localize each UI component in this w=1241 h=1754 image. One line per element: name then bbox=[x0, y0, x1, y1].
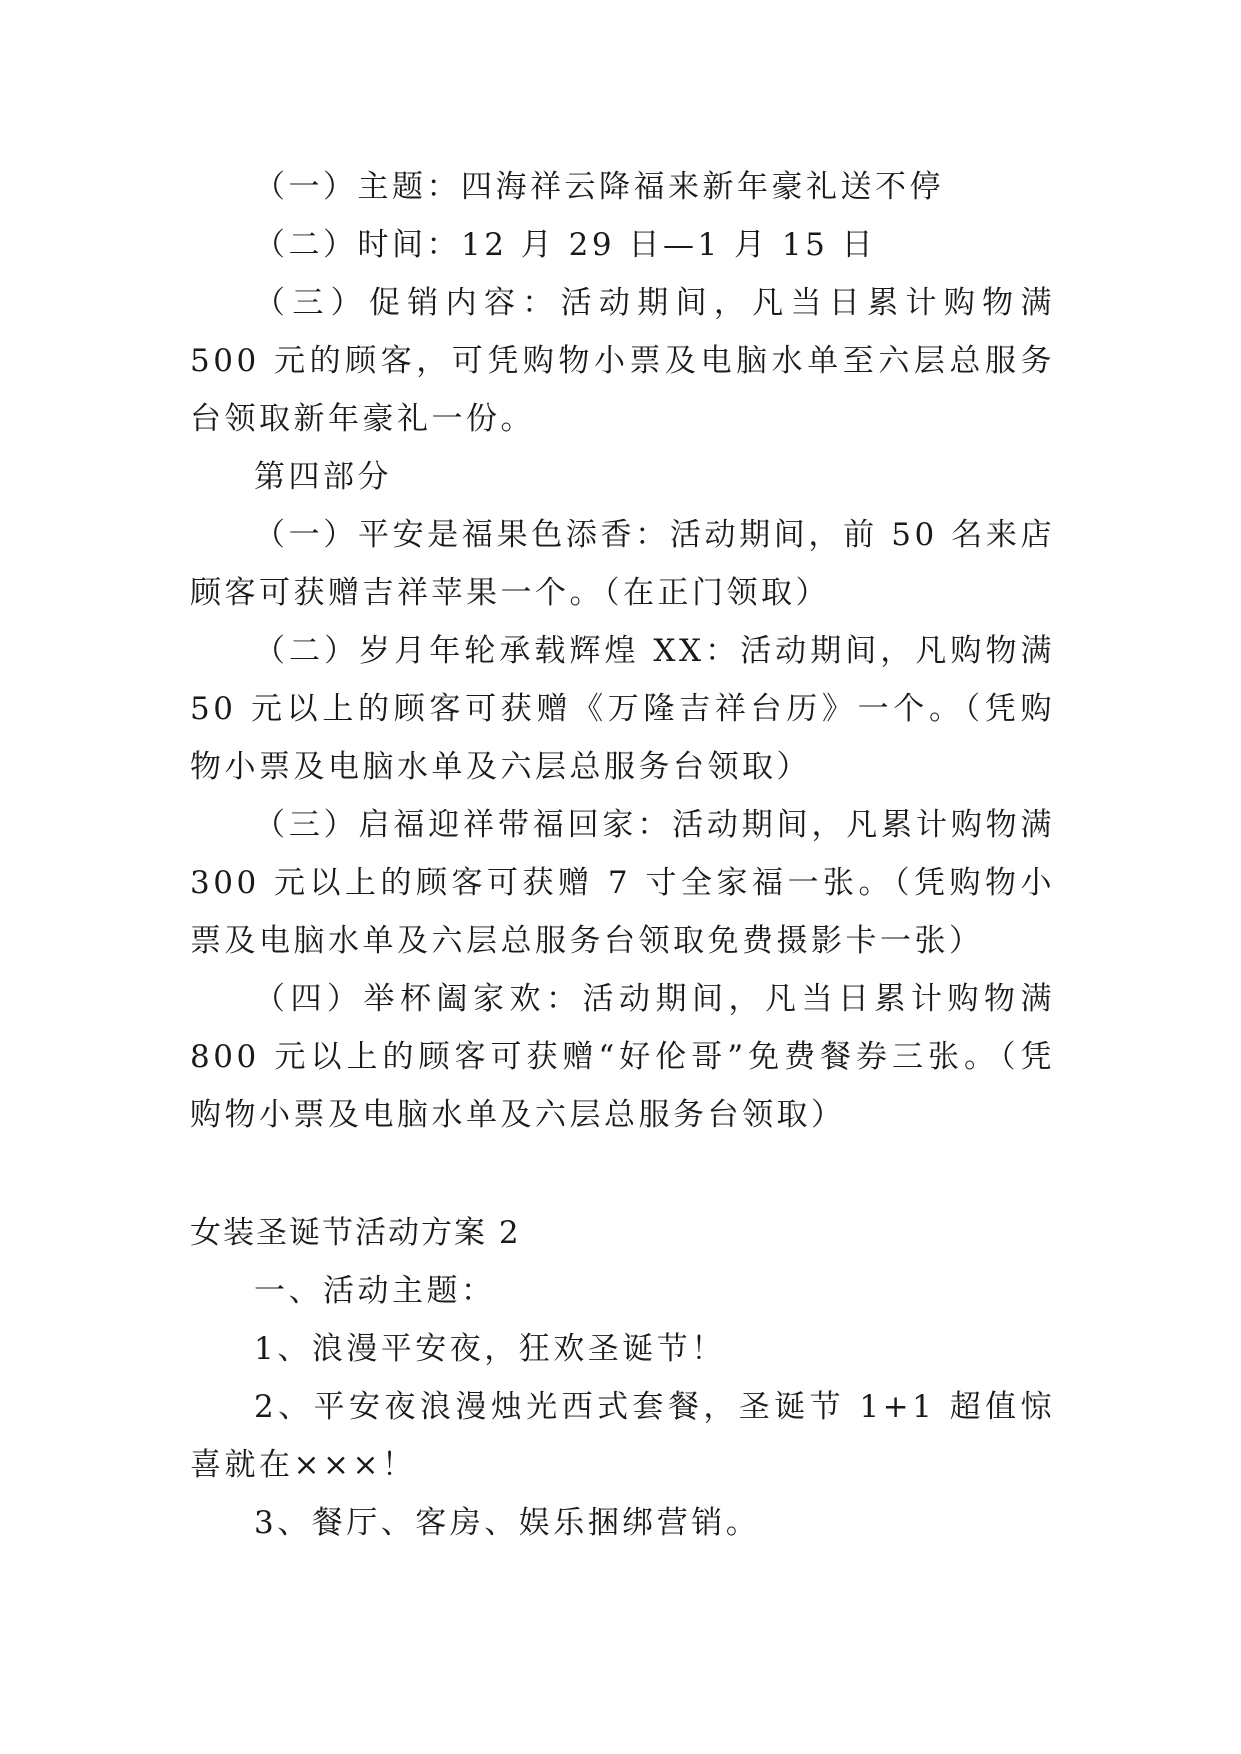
time-line: （二）时间：12 月 29 日—1 月 15 日 bbox=[254, 227, 877, 263]
document-body bbox=[190, 158, 1055, 1552]
theme-line: （一）主题：四海祥云降福来新年豪礼送不停 bbox=[254, 169, 944, 205]
plan2-item-3: 3、餐厅、客房、娱乐捆绑营销。 bbox=[254, 1505, 761, 1541]
promo-paragraph: （三）促销内容：活动期间，凡当日累计购物满 500 元的顾客，可凭购物小票及电脑水单至六层总服务台领取新年豪礼一份。 bbox=[190, 285, 1055, 437]
part4-item-3: （三）启福迎祥带福回家：活动期间，凡累计购物满 300 元以上的顾客可获赠 7 寸全家福一张。（凭购物小票及电脑水单及六层总服务台领取免费摄影卡一张） bbox=[190, 807, 1055, 959]
part4-item-1: （一）平安是福果色添香：活动期间，前 50 名来店顾客可获赠吉祥苹果一个。（在正门领取） bbox=[190, 517, 1055, 611]
part4-item-4: （四）举杯阖家欢：活动期间，凡当日累计购物满 800 元以上的顾客可获赠“好伦哥”免费餐券三张。（凭购物小票及电脑水单及六层总服务台领取） bbox=[190, 981, 1055, 1133]
plan2-item-2: 2、平安夜浪漫烛光西式套餐，圣诞节 1+1 超值惊喜就在×××！ bbox=[190, 1389, 1055, 1483]
plan2-title: 女装圣诞节活动方案 2 bbox=[190, 1215, 521, 1251]
part4-heading: 第四部分 bbox=[254, 459, 392, 495]
plan2-item-1: 1、浪漫平安夜，狂欢圣诞节！ bbox=[254, 1331, 726, 1367]
section-gap bbox=[190, 1144, 1055, 1204]
plan2-section-title: 一、活动主题： bbox=[254, 1273, 496, 1309]
part4-item-2: （二）岁月年轮承载辉煌 XX：活动期间，凡购物满 50 元以上的顾客可获赠《万隆吉祥台历》一个。（凭购物小票及电脑水单及六层总服务台领取） bbox=[190, 633, 1055, 785]
